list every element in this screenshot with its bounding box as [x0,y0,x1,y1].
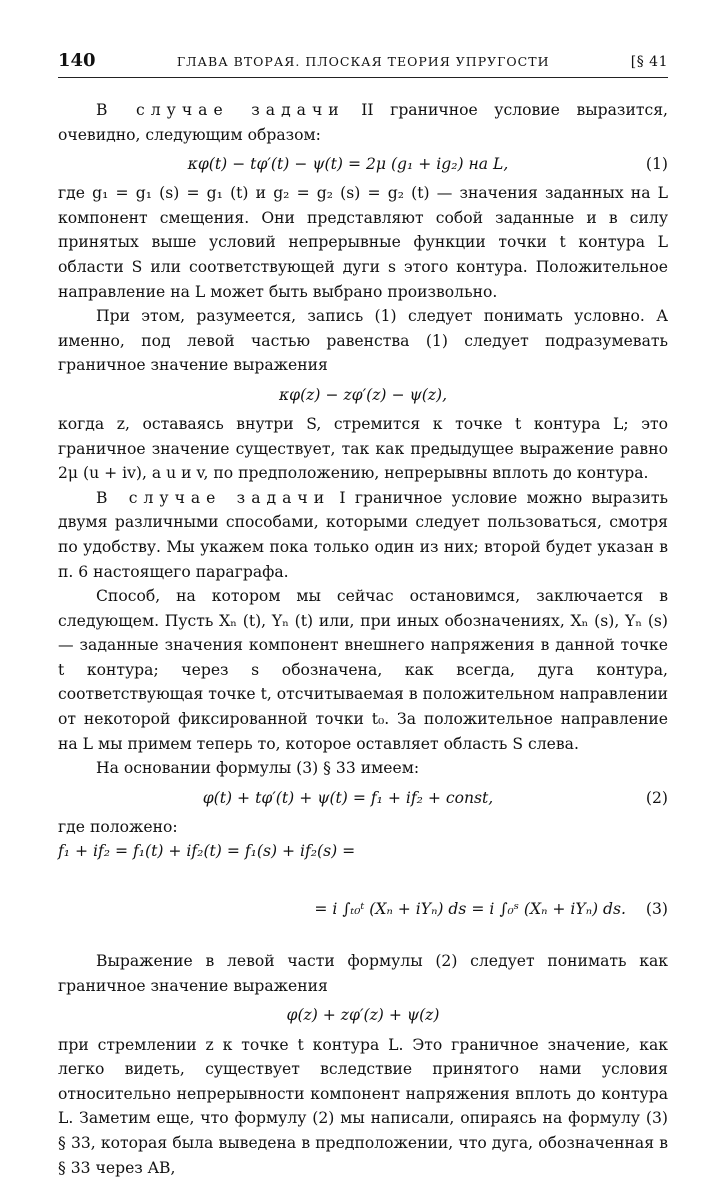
formula-number: (1) [645,154,668,173]
formula-expression: = i ∫ₜ₀ᵗ (Xₙ + iYₙ) ds = i ∫₀ˢ (Xₙ + iYₙ) ds. [314,900,626,919]
page-number: 140 [58,50,96,71]
paragraph-3: При этом, разумеется, запись (1) следует понимать условно. А именно, под левой частью равенства (1) следует подразумевать граничное значение выражения [58,307,668,375]
formula-2 [58,781,668,815]
paragraph-10: при стремлении z к точке t контура L. Это граничное значение, как легко видеть, существует вследствие принятого нами условия относительно непрерывности компонент напряжения вплоть до контура L. Заметим еще, что формулу (2) мы написали, опираясь на формулу (3) § 33, которая была выведена в предположении, что дуга, обозначенная в § 33 через AB, [58,1035,668,1177]
paragraph-text: I граничное условие можно выразить двумя различными способами, которыми следует пользоваться, смотря по удобству. Мы укажем пока только один из них; второй будет указан в п. 6 настоящего параграфа. [58,488,668,581]
paragraph-9: Выражение в левой части формулы (2) следует понимать как граничное значение выражения [58,952,668,996]
section-marker: [§ 41 [630,54,668,70]
paragraph-7: На основании формулы (3) § 33 имеем: [96,759,420,778]
formula-expression-block [58,378,668,412]
formula-3-line-1: f₁ + if₂ = f₁(t) + if₂(t) = f₁(s) + if₂(s) = [58,842,356,861]
formula-1 [58,147,668,181]
formula-expression: κφ(t) − tφ′(t) − ψ(t) = 2μ (g₁ + ig₂) на L, [187,154,509,173]
paragraph-5 [58,486,668,584]
page-body [58,98,668,1180]
spaced-emphasis: В случае задачи [96,101,345,119]
paragraph-1 [58,98,668,147]
formula-3 [58,869,668,949]
paragraph-2: где g₁ = g₁ (s) = g₁ (t) и g₂ = g₂ (s) = g₂ (t) — значения заданных на L компонент смещения. Они представляют собой заданные и в силу принятых выше условий непрерывные функции точки t контура L области S или соответствующей дуги s этого контура. Положительное направление на L может быть выбрано произвольно. [58,184,668,301]
formula-expression: κφ(z) − zφ′(z) − ψ(z), [278,385,448,404]
paragraph-8: где положено: [58,817,178,836]
chapter-title: ГЛАВА ВТОРАЯ. ПЛОСКАЯ ТЕОРИЯ УПРУГОСТИ [176,54,550,69]
spaced-emphasis: В случае задачи [96,488,331,507]
formula-number: (3) [645,900,668,919]
paragraph-6: Способ, на котором мы сейчас остановимся, заключается в следующем. Пусть Xₙ (t), Yₙ (t) или, при иных обозначениях, Xₙ (s), Yₙ (s) — заданные значения компонент внешнего напряжения в данной точке t контура; через s обозначена, как всегда, дуга контура, соответствующая точке t, отсчитываемая в положительном направлении от некоторой фиксированной точки t₀. За положительное направление на L мы примем теперь то, которое оставляет область S слева. [58,587,668,753]
formula-number: (2) [645,788,668,807]
formula-expression: φ(t) + tφ′(t) + ψ(t) = f₁ + if₂ + const, [202,788,494,807]
paragraph-text: II граничное условие выразится, очевидно, следующим образом: [58,101,668,144]
book-page [58,50,668,1180]
formula-expression-block-2 [58,999,668,1033]
formula-expression: φ(z) + zφ′(z) + ψ(z) [286,1006,440,1025]
paragraph-4: когда z, оставаясь внутри S, стремится к точке t контура L; это граничное значение существует, так как предыдущее выражение равно 2μ (u + iv), а u и v, по предположению, непрерывны вплоть до контура. [58,414,668,483]
running-header [58,50,668,78]
